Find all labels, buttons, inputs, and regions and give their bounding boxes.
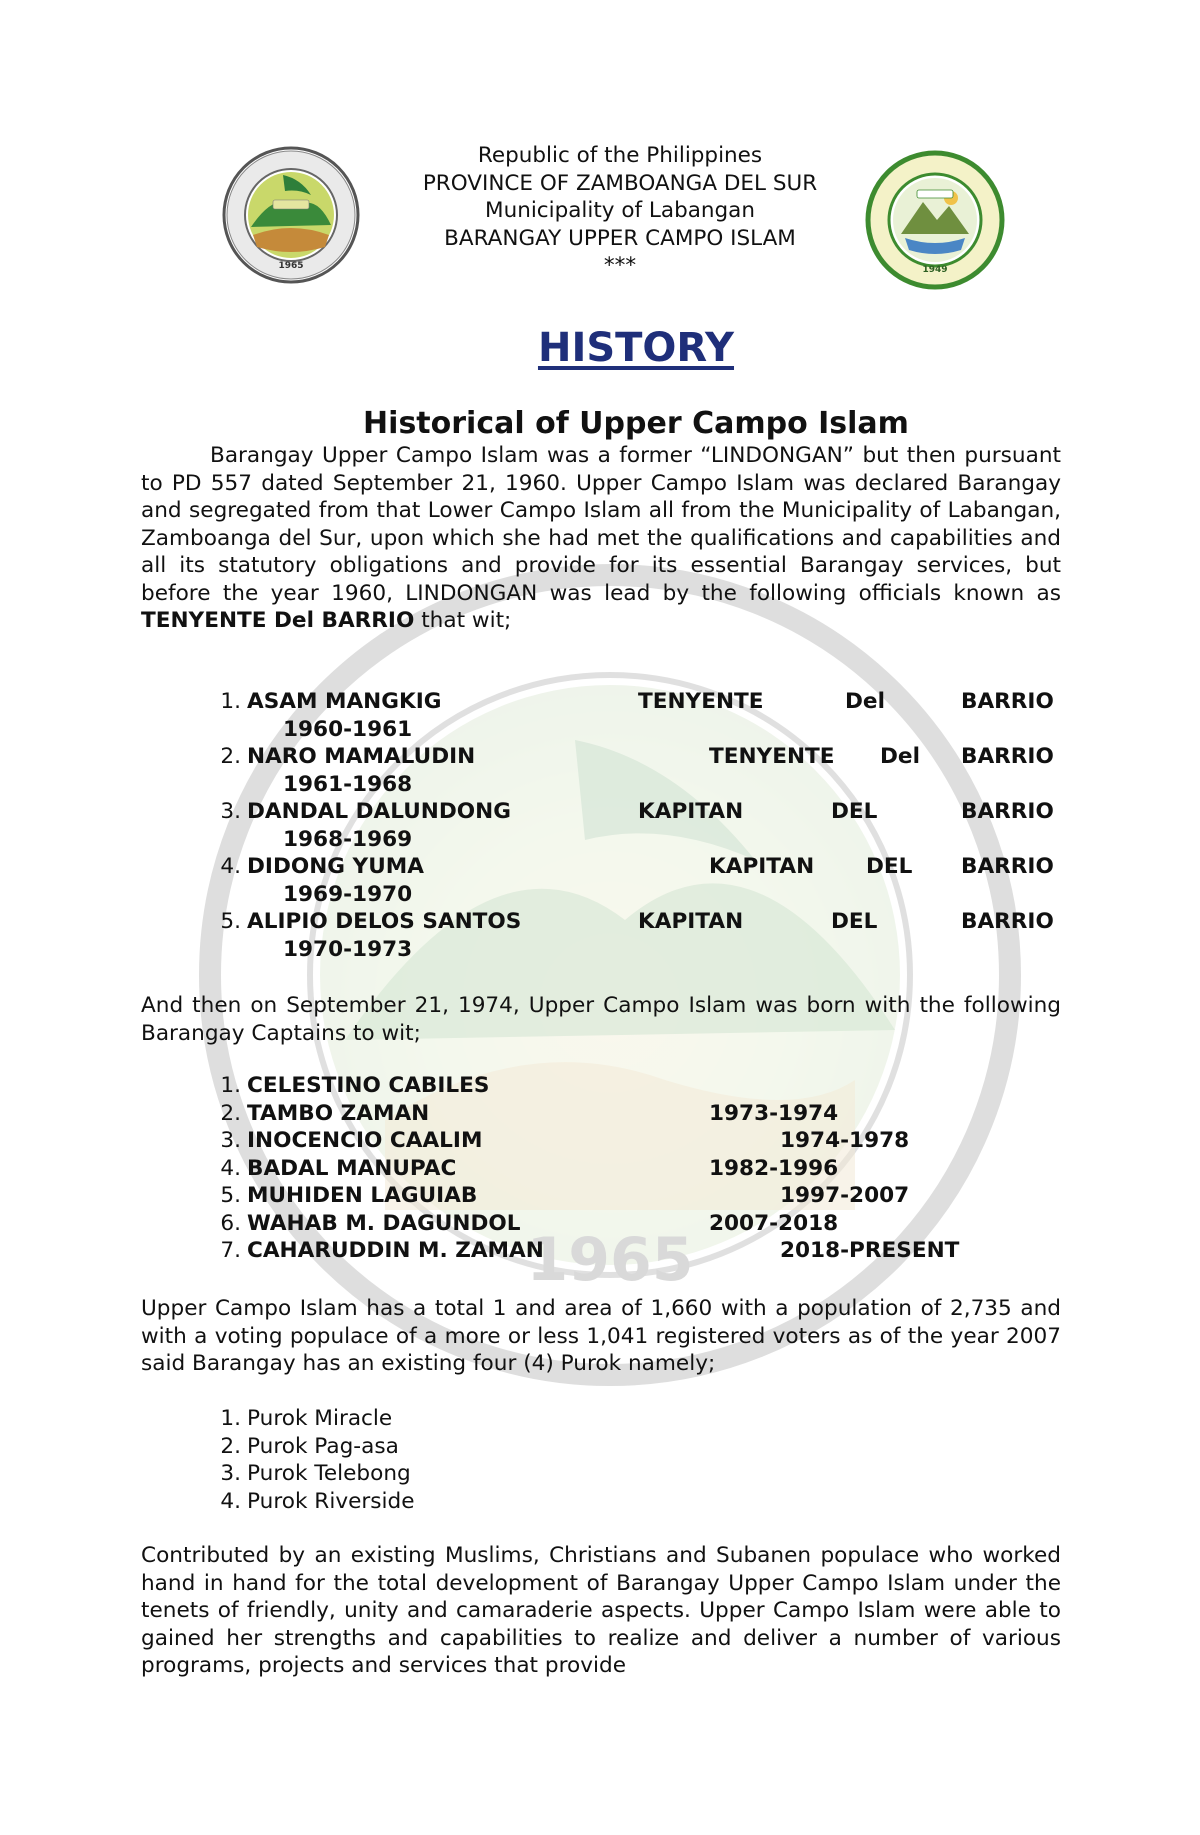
official-title-word: TENYENTE: [709, 744, 835, 769]
intro-emphasis: TENYENTE Del BARRIO: [141, 608, 415, 633]
right-seal-year: 1949: [922, 265, 948, 275]
captain-name: CELESTINO CABILES: [247, 1073, 490, 1098]
list-item: [141, 1405, 1061, 1433]
document-title: HISTORY: [537, 325, 735, 371]
captain-name: BADAL MANUPAC: [247, 1155, 457, 1181]
item-number: 2.: [220, 1100, 241, 1126]
official-title-word: KAPITAN: [638, 799, 744, 824]
official-seal-watermark-icon: [195, 560, 1025, 1390]
intro-paragraph: [141, 442, 1061, 635]
header-republic: Republic of the Philippines: [477, 143, 763, 168]
letterhead: [330, 142, 910, 280]
captain-term: 1973-1974: [709, 1100, 839, 1126]
left-seal-year: 1965: [278, 261, 304, 271]
item-number: 5.: [220, 1183, 241, 1208]
item-number: 4.: [220, 1488, 241, 1514]
official-title-word: DEL: [831, 799, 878, 824]
item-number: 2.: [220, 744, 241, 769]
header-province: PROVINCE OF ZAMBOANGA DEL SUR: [422, 170, 818, 196]
item-number: 3.: [220, 799, 241, 824]
header-separator: ***: [603, 253, 637, 278]
official-title-word: KAPITAN: [638, 909, 744, 934]
captain-name: TAMBO ZAMAN: [247, 1100, 430, 1126]
item-number: 3.: [220, 1461, 241, 1486]
official-title-word: BARRIO: [961, 854, 1054, 879]
official-term: 1961-1968: [283, 771, 413, 797]
official-name: ALIPIO DELOS SANTOS: [247, 909, 522, 934]
captain-name: CAHARUDDIN M. ZAMAN: [247, 1238, 544, 1263]
official-name: ASAM MANGKIG: [247, 689, 442, 714]
captains-list: [141, 1072, 1061, 1265]
official-term: 1968-1969: [283, 826, 413, 852]
captains-intro-paragraph: And then on September 21, 1974, Upper Campo Islam was born with the following Barangay Captains to wit;: [141, 993, 1061, 1046]
item-number: 5.: [220, 909, 241, 934]
item-number: 1.: [220, 1073, 241, 1098]
intro-tail: that wit;: [414, 608, 512, 633]
list-item: [141, 1210, 1061, 1238]
captain-term: 1974-1978: [780, 1128, 910, 1153]
list-item: [141, 1433, 1061, 1461]
list-item: [141, 1237, 1061, 1265]
purok-name: Purok Riverside: [247, 1488, 415, 1514]
official-title-word: DEL: [866, 854, 913, 879]
captain-name: MUHIDEN LAGUIAB: [247, 1183, 478, 1208]
official-term: 1970-1973: [283, 936, 413, 962]
list-item: [141, 1072, 1061, 1100]
official-title-word: TENYENTE: [638, 689, 764, 714]
item-number: 2.: [220, 1433, 241, 1459]
list-item: [141, 798, 1061, 853]
list-item: [141, 853, 1061, 908]
official-title-word: BARRIO: [961, 744, 1054, 769]
list-item: [141, 1155, 1061, 1183]
intro-text: Barangay Upper Campo Islam was a former “LINDONGAN” but then pursuant to PD 557 dated September 21, 1960. Upper Campo Islam was declared Barangay and segregated from that Lower Campo Islam all from the Municipality of Labangan, Zamboanga del Sur, upon which she had met the qualifications and capabilities and all its statutory obligations and provide for its essential Barangay services, but before the year 1960, LINDONGAN was lead by the following officials known as: [141, 443, 1061, 606]
list-item: [141, 1127, 1061, 1155]
document-subtitle: Historical of Upper Campo Islam: [363, 406, 909, 441]
item-number: 7.: [220, 1238, 241, 1263]
official-term: 1969-1970: [283, 881, 413, 907]
official-title-word: BARRIO: [961, 909, 1054, 934]
official-title-word: BARRIO: [961, 799, 1054, 824]
purok-list: [141, 1405, 1061, 1515]
item-number: 6.: [220, 1210, 241, 1236]
official-term: 1960-1961: [283, 716, 413, 742]
purok-name: Purok Telebong: [247, 1461, 411, 1486]
captain-term: 2007-2018: [709, 1210, 839, 1236]
officials-list: [141, 688, 1061, 963]
closing-paragraph: Contributed by an existing Muslims, Christians and Subanen populace who worked hand in hand for the total development of Barangay Upper Campo Islam under the tenets of friendly, unity and camaraderie aspects. Upper Campo Islam were able to gained her strengths and capabilities to realize and deliver a number of various programs, projects and services that provide: [141, 1543, 1061, 1678]
official-name: NARO MAMALUDIN: [247, 744, 476, 769]
list-item: [141, 1460, 1061, 1488]
official-name: DANDAL DALUNDONG: [247, 799, 511, 824]
official-title-word: Del: [880, 744, 920, 769]
list-item: [141, 1100, 1061, 1128]
list-item: [141, 1488, 1061, 1516]
list-item: [141, 688, 1061, 743]
item-number: 1.: [220, 689, 241, 714]
list-item: [141, 908, 1061, 963]
purok-name: Purok Miracle: [247, 1406, 393, 1431]
official-title-word: BARRIO: [961, 689, 1054, 714]
captain-term: 1982-1996: [709, 1155, 839, 1181]
item-number: 4.: [220, 854, 241, 879]
captain-name: WAHAB M. DAGUNDOL: [247, 1210, 521, 1236]
official-title-word: KAPITAN: [709, 854, 815, 879]
list-item: [141, 743, 1061, 798]
captain-term: 2018-PRESENT: [780, 1238, 960, 1263]
header-municipality: Municipality of Labangan: [485, 198, 755, 223]
item-number: 1.: [220, 1406, 241, 1431]
population-paragraph: Upper Campo Islam has a total 1 and area of 1,660 with a population of 2,735 and with a voting populace of a more or less 1,041 registered voters as of the year 2007 said Barangay has an existing four (4) Purok namely;: [141, 1296, 1061, 1376]
official-title-word: Del: [845, 689, 885, 714]
purok-name: Purok Pag-asa: [247, 1433, 399, 1459]
captain-name: INOCENCIO CAALIM: [247, 1128, 483, 1153]
official-title-word: DEL: [831, 909, 878, 934]
watermark-year: 1965: [526, 1225, 694, 1295]
official-name: DIDONG YUMA: [247, 854, 424, 879]
item-number: 4.: [220, 1155, 241, 1181]
header-barangay: BARANGAY UPPER CAMPO ISLAM: [444, 225, 796, 251]
captain-term: 1997-2007: [780, 1183, 910, 1208]
list-item: [141, 1182, 1061, 1210]
item-number: 3.: [220, 1128, 241, 1153]
